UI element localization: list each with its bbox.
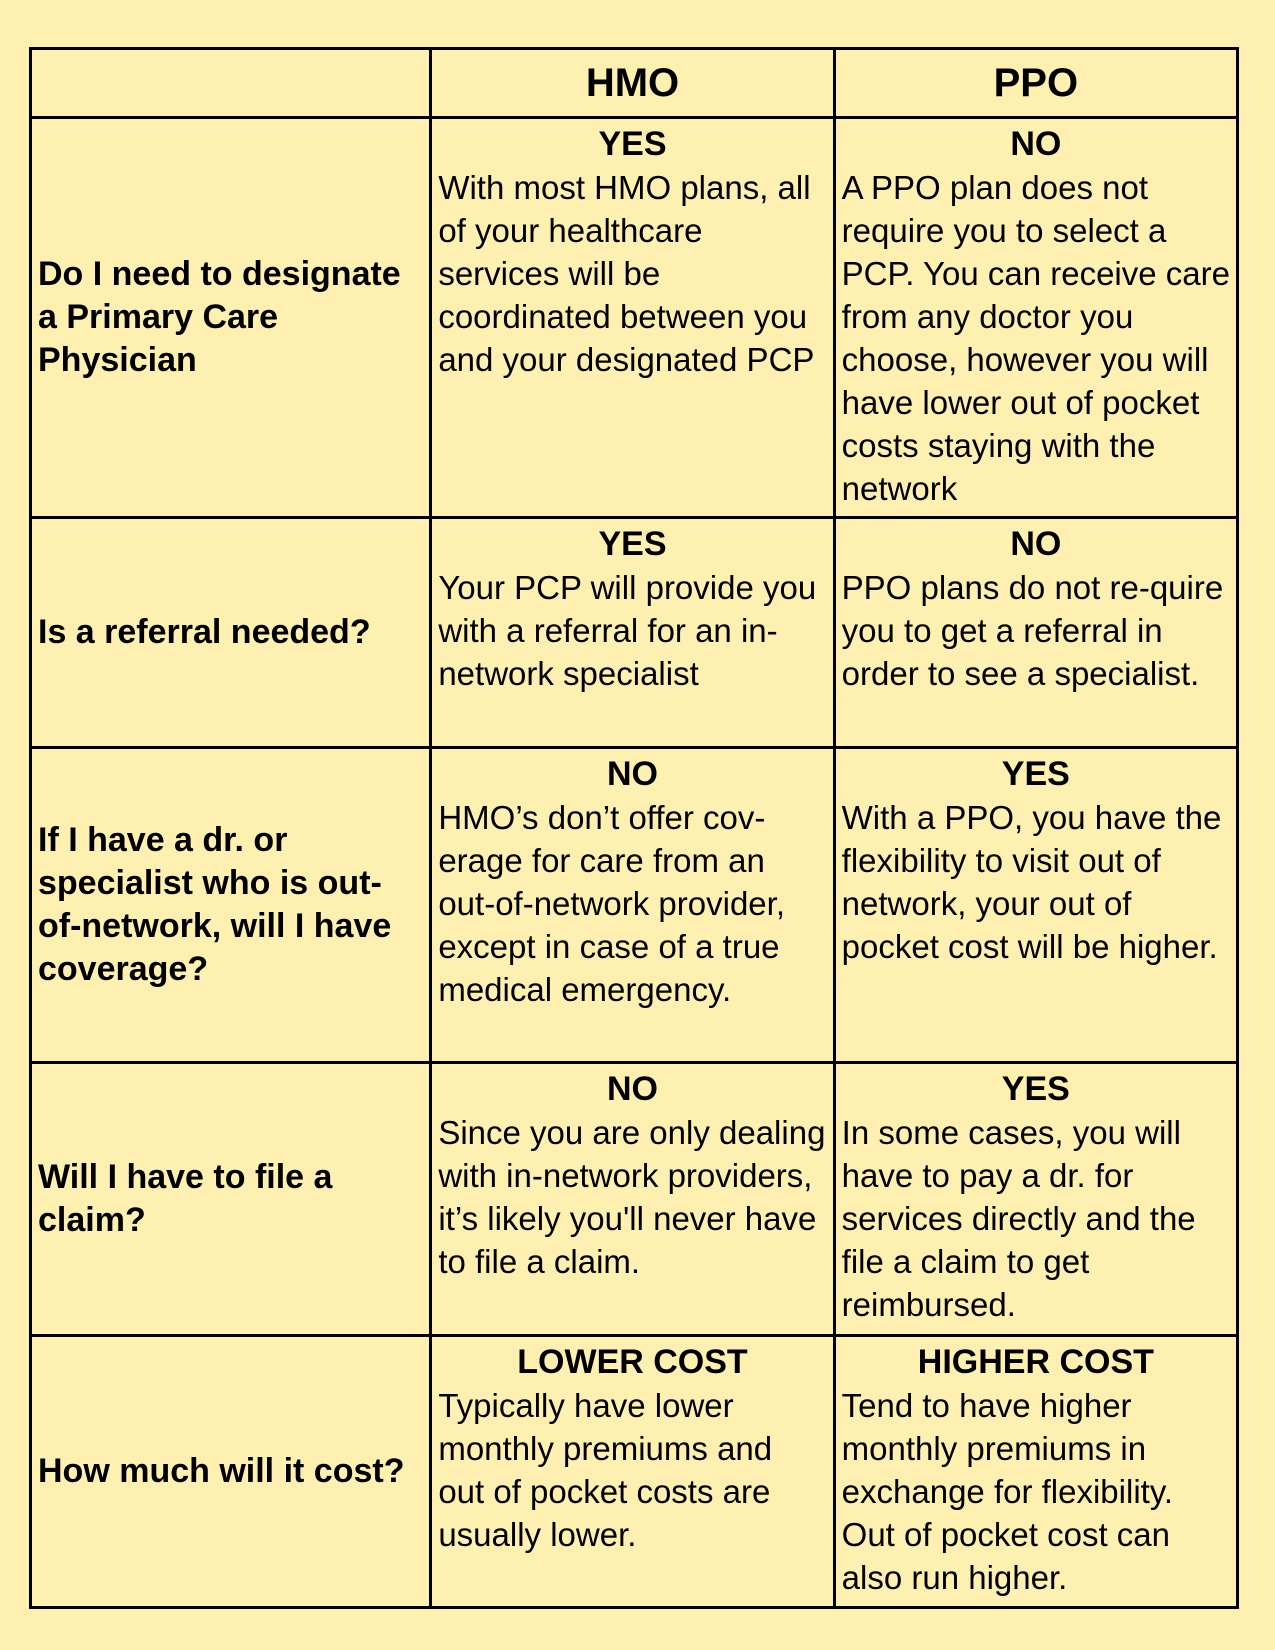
hmo-detail: HMO’s don’t offer cov-erage for care from an out-of-network provider, except in case of a true medical emergency.: [438, 799, 785, 1008]
table-row: [31, 518, 1238, 748]
hmo-detail: Your PCP will provide you with a referral for an in-network specialist: [438, 569, 817, 692]
row-question: If I have a dr. or specialist who is out-of-network, will I have coverage?: [31, 748, 431, 1063]
hmo-verdict: YES: [598, 525, 667, 563]
row-question: Do I need to designate a Primary Care Physician: [31, 118, 431, 518]
ppo-verdict: HIGHER COST: [917, 1343, 1154, 1381]
hmo-verdict: YES: [598, 125, 667, 163]
ppo-verdict: YES: [1001, 755, 1070, 793]
table-row: [31, 1336, 1238, 1608]
ppo-answer-cell: [834, 1336, 1237, 1608]
table-row: [31, 748, 1238, 1063]
table-row: [31, 118, 1238, 518]
ppo-verdict: NO: [1010, 525, 1062, 563]
hmo-detail: Typically have lower monthly premiums and out of pocket costs are usually lower.: [438, 1387, 773, 1553]
table-row: [31, 1063, 1238, 1336]
ppo-verdict: NO: [1010, 125, 1062, 163]
hmo-answer-cell: [431, 1063, 834, 1336]
hmo-answer-cell: [431, 518, 834, 748]
ppo-answer-cell: [834, 1063, 1237, 1336]
ppo-answer-cell: [834, 518, 1237, 748]
header-row: [31, 49, 1238, 118]
ppo-detail: A PPO plan does not require you to select a PCP. You can receive care from any doctor you choose, however you will have lower out of pocket costs staying with the network: [841, 169, 1230, 507]
hmo-ppo-comparison-table: [29, 47, 1239, 1609]
hmo-detail: With most HMO plans, all of your healthcare services will be coordinated between you and your designated PCP: [438, 169, 815, 378]
ppo-detail: PPO plans do not re-quire you to get a referral in order to see a specialist.: [841, 569, 1224, 692]
hmo-verdict: LOWER COST: [517, 1343, 748, 1381]
row-question: Is a referral needed?: [31, 518, 431, 748]
ppo-detail: With a PPO, you have the flexibility to visit out of network, your out of pocket cost will be higher.: [841, 799, 1222, 965]
hmo-answer-cell: [431, 1336, 834, 1608]
ppo-detail: Tend to have higher monthly premiums in exchange for flexibility. Out of pocket cost can also run higher.: [841, 1387, 1174, 1596]
ppo-answer-cell: [834, 118, 1237, 518]
row-question: How much will it cost?: [31, 1336, 431, 1608]
hmo-answer-cell: [431, 118, 834, 518]
ppo-answer-cell: [834, 748, 1237, 1063]
header-ppo: PPO: [834, 49, 1237, 118]
ppo-detail: In some cases, you will have to pay a dr. for services directly and the file a claim to get reimbursed.: [841, 1114, 1196, 1323]
ppo-verdict: YES: [1001, 1070, 1070, 1108]
hmo-answer-cell: [431, 748, 834, 1063]
hmo-verdict: NO: [606, 755, 658, 793]
hmo-detail: Since you are only dealing with in-network providers, it’s likely you'll never have to file a claim.: [438, 1114, 826, 1280]
header-question-cell: [31, 49, 431, 118]
row-question: Will I have to file a claim?: [31, 1063, 431, 1336]
header-hmo: HMO: [431, 49, 834, 118]
hmo-verdict: NO: [606, 1070, 658, 1108]
